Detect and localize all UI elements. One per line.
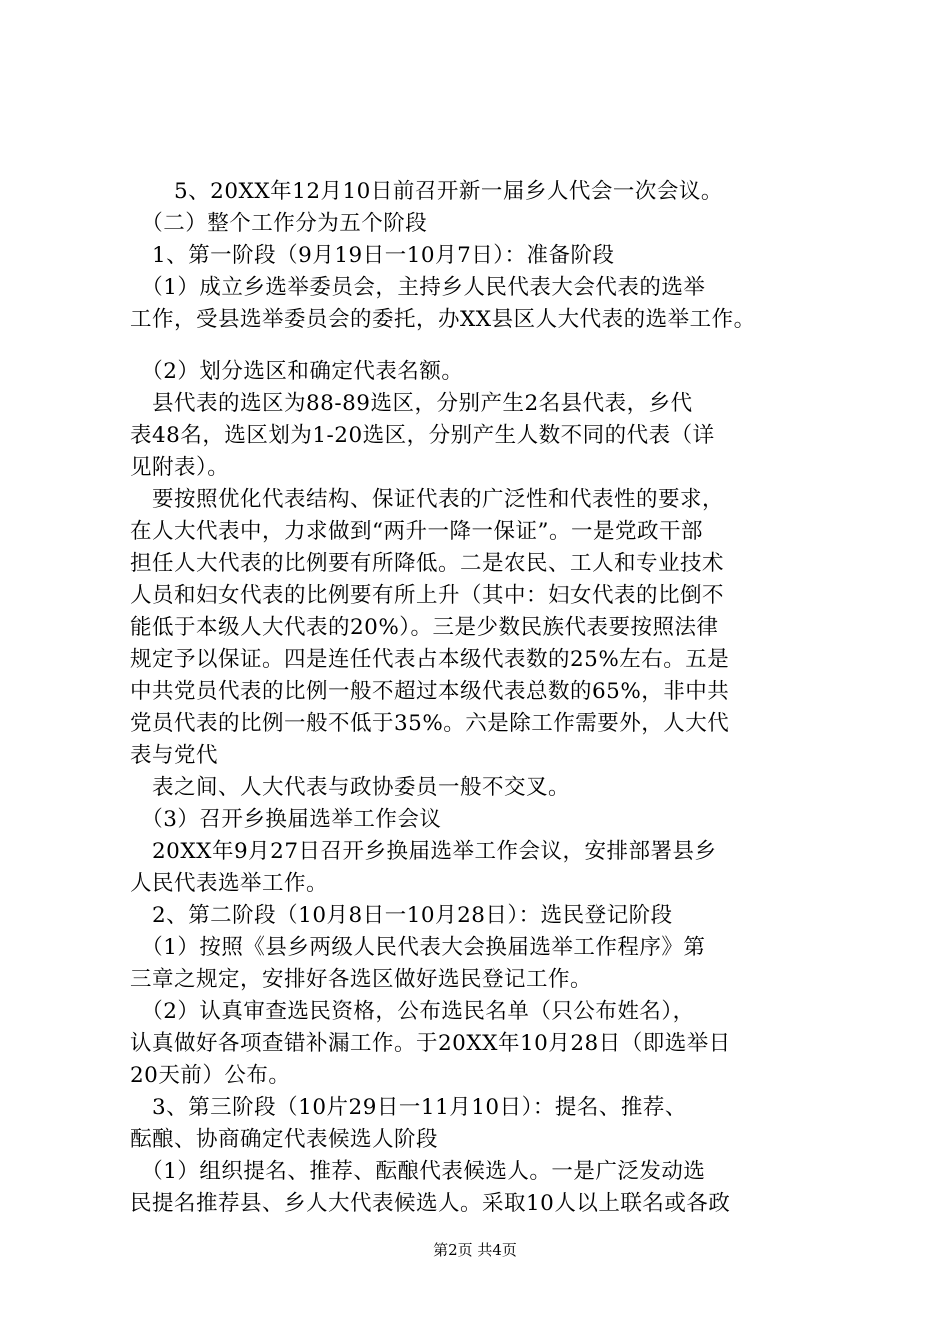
text-line: 20XX年9月27日召开乡换届选举工作会议，安排部署县乡 xyxy=(130,839,717,864)
text-line: 工作，受县选举委员会的委托，办XX县区人大代表的选举工作。 xyxy=(130,307,756,332)
text-line: 规定予以保证。四是连任代表占本级代表数的25%左右。五是 xyxy=(130,647,730,672)
text-line: 人民代表选举工作。 xyxy=(130,871,329,896)
text-line: （1）按照《县乡两级人民代表大会换届选举工作程序》第 xyxy=(130,935,706,960)
text-line: 党员代表的比例一般不低于35%。六是除工作需要外，人大代 xyxy=(130,711,730,736)
text-line: （1）成立乡选举委员会，主持乡人民代表大会代表的选举 xyxy=(130,275,706,300)
text-line: （1）组织提名、推荐、酝酿代表候选人。一是广泛发动选 xyxy=(130,1159,706,1184)
section-heading: （二）整个工作分为五个阶段 xyxy=(130,211,428,236)
text-line: 人员和妇女代表的比例要有所上升（其中：妇女代表的比倒不 xyxy=(130,583,725,608)
text-line: 县代表的选区为88-89选区，分别产生2名县代表，乡代 xyxy=(130,391,693,416)
page-number-footer: 第2页 共4页 xyxy=(433,1241,517,1259)
stage-heading: 3、第三阶段（10片29日一11月10日）：提名、推荐、 xyxy=(130,1095,687,1120)
text-line: 酝酿、协商确定代表候选人阶段 xyxy=(130,1127,439,1152)
stage-heading: 2、第二阶段（10月8日一10月28日）：选民登记阶段 xyxy=(130,903,673,928)
paragraph-gap xyxy=(130,336,830,356)
text-line: （2）认真审查选民资格，公布选民名单（只公布姓名）， xyxy=(130,999,695,1024)
text-line: 5、20XX年12月10日前召开新一届乡人代会一次会议。 xyxy=(130,179,723,204)
text-line: 认真做好各项查错补漏工作。于20XX年10月28日（即选举日 xyxy=(130,1031,731,1056)
text-line: （3）召开乡换届选举工作会议 xyxy=(130,807,442,832)
text-line: 见附表）。 xyxy=(130,455,230,480)
text-line: 担任人大代表的比例要有所降低。二是农民、工人和专业技术 xyxy=(130,551,725,576)
text-line: 表与党代 xyxy=(130,743,219,768)
stage-heading: 1、第一阶段（9月19日一10月7日）：准备阶段 xyxy=(130,243,615,268)
text-line: 在人大代表中，力求做到“两升一降一保证”。一是党政干部 xyxy=(130,519,703,544)
text-line: 表48名，选区划为1-20选区，分别产生人数不同的代表（详 xyxy=(130,423,715,448)
text-line: 表之间、人大代表与政协委员一般不交叉。 xyxy=(130,775,571,800)
text-line: 要按照优化代表结构、保证代表的广泛性和代表性的要求， xyxy=(130,487,725,512)
text-line: 中共党员代表的比例一般不超过本级代表总数的65%，非中共 xyxy=(130,679,730,704)
text-line: （2）划分选区和确定代表名额。 xyxy=(130,359,464,384)
text-line: 能低于本级人大代表的20%）。三是少数民族代表要按照法律 xyxy=(130,615,719,640)
text-line: 民提名推荐县、乡人大代表候选人。采取10人以上联名或各政 xyxy=(130,1191,731,1216)
text-line: 20天前）公布。 xyxy=(130,1063,291,1088)
document-body xyxy=(130,176,830,1220)
text-line: 三章之规定，安排好各选区做好选民登记工作。 xyxy=(130,967,593,992)
